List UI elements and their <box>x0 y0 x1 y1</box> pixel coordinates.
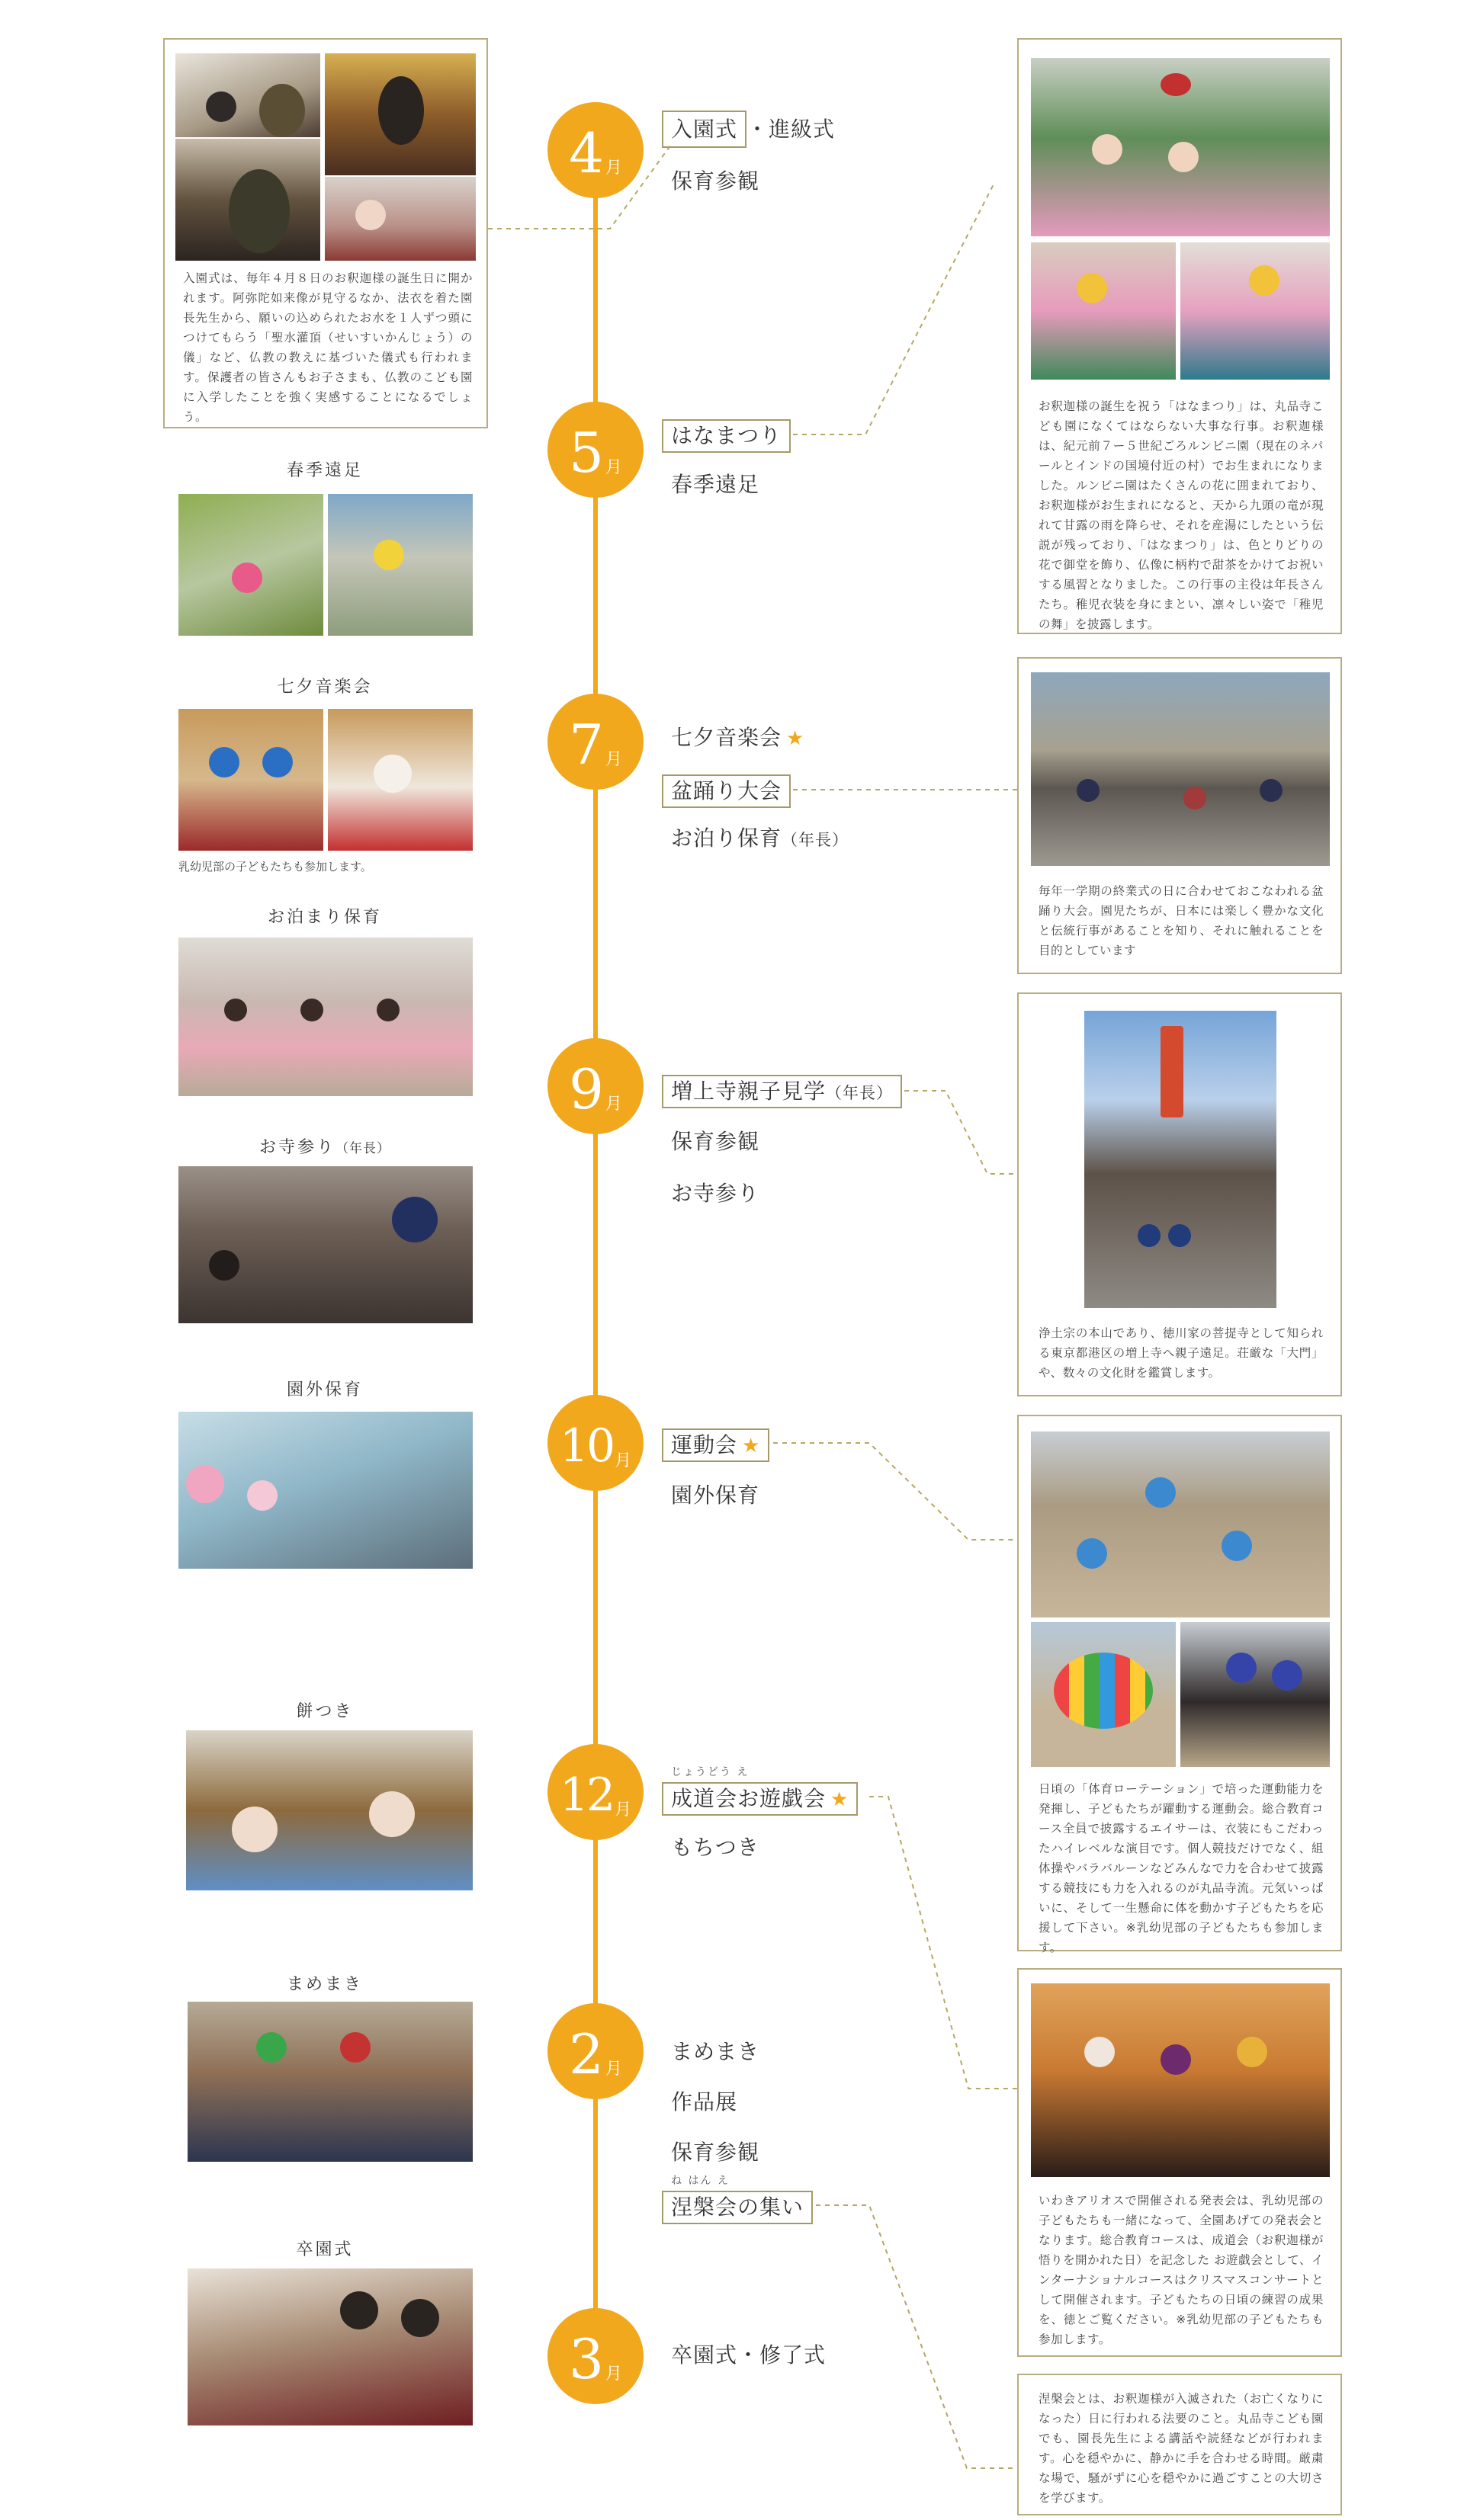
furigana-nehane: ね はん え <box>671 2175 730 2187</box>
event-exhibition: 作品展 <box>671 2089 738 2114</box>
photo-entrance-1 <box>175 53 320 137</box>
event-bon-odori: 盆踊り大会 <box>662 774 791 808</box>
event-promotion-label: ・進級式 <box>746 117 836 142</box>
month-september: 9 月 <box>547 1038 644 1134</box>
card-zojoji-text: 浄土宗の本山であり、徳川家の菩提寺として知られる東京都港区の増上寺へ親子遠足。荘厳な「大門」や、数々の文化財を鑑賞します。 <box>1039 1326 1324 1380</box>
event-tanabata: 七夕音楽会 ★ <box>671 725 805 750</box>
card-hanamatsuri <box>1017 38 1342 634</box>
star-icon: ★ <box>830 1788 849 1811</box>
photo-spring-trip-1 <box>178 494 323 636</box>
caption-outing: 園外保育 <box>286 1380 363 1399</box>
event-entrance-ceremony <box>671 119 835 140</box>
card-bon-odori-text: 毎年一学期の終業式の日に合わせておこなわれる盆踊り大会。園児たちが、日本には楽しく豊かな文化と伝統行事があることを知り、それに触れることを目的としています <box>1039 884 1324 957</box>
month-july: 7 月 <box>547 694 644 790</box>
photo-tanabata-1 <box>178 709 323 851</box>
photo-hanamatsuri-2 <box>1031 242 1176 380</box>
card-entrance-ceremony <box>163 38 488 428</box>
event-mamemaki: まめまき <box>671 2039 760 2064</box>
event-recital: じょうどう え 成道会お遊戯会 ★ <box>662 1782 858 1816</box>
event-zojoji-visit: 増上寺親子見学（年長） <box>662 1075 902 1108</box>
caption-graduation: 卒園式 <box>296 2240 354 2259</box>
caption-temple-visit: お寺参り（年長） <box>258 1138 390 1157</box>
card-bon-odori <box>1017 657 1342 974</box>
card-sports-day <box>1017 1415 1342 1954</box>
event-entrance-label: 入園式 <box>662 111 746 148</box>
note-tanabata: 乳幼児部の子どもたちも参加します。 <box>178 860 372 874</box>
event-april-observation: 保育参観 <box>671 168 760 194</box>
card-entrance-text: 入園式は、毎年４月８日のお釈迦様の誕生日に開かれます。阿弥陀如来像が見守るなか、法衣を着た園長先生から、願いの込められたお水を１人ずつ頭につけてもらう「聖水灌頂（せいすいかんじょう）の儀」など、仏教の教えに基づいた儀式も行われます。保護者の皆さんもお子さまも、仏教のこども園に入学したことを強く実感することになるでしょう。 <box>183 271 473 424</box>
caption-mamemaki: まめまき <box>286 1975 363 1994</box>
card-zojoji <box>1017 992 1342 1396</box>
photo-temple-visit <box>178 1166 473 1323</box>
photo-sleepover <box>178 938 473 1096</box>
event-spring-trip: 春季遠足 <box>671 472 760 497</box>
event-sports-day: 運動会 ★ <box>662 1428 769 1462</box>
card-recital <box>1017 1968 1342 2357</box>
caption-tanabata: 七夕音楽会 <box>277 678 373 697</box>
event-hanamatsuri: はなまつり <box>662 419 791 453</box>
star-icon: ★ <box>742 1435 761 1457</box>
caption-spring-trip: 春季遠足 <box>286 461 363 480</box>
month-february: 2 月 <box>547 2003 644 2099</box>
card-recital-text: いわきアリオスで開催される発表会は、乳幼児部の子どもたちも一緒になって、全園あげての発表会となります。総合教育コースは、成道会（お釈迦様が悟りを開かれた日）を記念した お遊戯会として、インターナショナルコースはクリスマスコンサートとして開催されます。子どもたちの日頃の練習の成果を、徳とご覧ください。※乳幼児部の子どもたちも参加します。 <box>1039 2194 1324 2346</box>
photo-entrance-3 <box>325 53 476 175</box>
photo-entrance-4 <box>325 177 476 261</box>
event-sep-observation: 保育参観 <box>671 1129 760 1154</box>
month-may: 5 月 <box>547 402 644 498</box>
photo-outing <box>178 1412 473 1569</box>
photo-bon-odori <box>1031 672 1330 866</box>
month-april: 4 月 <box>547 102 644 198</box>
event-graduation: 卒園式・修了式 <box>671 2342 827 2368</box>
month-december: 12 月 <box>547 1744 644 1840</box>
month-october: 10 月 <box>547 1395 644 1491</box>
card-hanamatsuri-text: お釈迦様の誕生を祝う「はなまつり」は、丸品寺こども園になくてはならない大事な行事。お釈迦様は、紀元前７ー５世紀ごろルンビニ園（現在のネパールとインドの国境付近の村）でお生まれになりました。ルンビニ園はたくさんの花に囲まれており、お釈迦様がお生まれになると、天から九頭の竜が現れて甘露の雨を降らせ、それを産湯にしたという伝説が残っており、「はなまつり」は、色とりどりの花で御堂を飾り、仏像に柄杓で甜茶をかけてお祝いする風習となりました。この行事の主役は年長さんたち。稚児衣装を身にまとい、凛々しい姿で「稚児の舞」を披露します。 <box>1039 399 1324 631</box>
photo-hanamatsuri-1 <box>1031 58 1330 236</box>
photo-zojoji <box>1084 1011 1276 1308</box>
card-sports-text: 日頃の「体育ローテーション」で培った運動能力を発揮し、子どもたちが躍動する運動会。総合教育コース全員で披露するエイサーは、衣装にもこだわったハイレベルな演目です。個人競技だけでなく、組体操やバラバルーンなどみんなで力を合わせて披露する競技にも力を入れるのが丸品寺流。元気いっぱいに、そして一生懸命に体を動かす子どもたちを応援して下さい。※乳幼児部の子どもたちも参加します。 <box>1039 1782 1324 1954</box>
card-nehan-text: 涅槃会とは、お釈迦様が入滅された（お亡くなりになった）日に行われる法要のこと。丸品寺こども園でも、園長先生による講話や読経などが行われます。心を穏やかに、静かに手を合わせる時間。厳粛な場で、騒がずに心を穏やかに過ごすことの大切さを学びます。 <box>1039 2392 1324 2505</box>
photo-recital <box>1031 1983 1330 2177</box>
photo-mochi <box>186 1730 473 1890</box>
photo-graduation <box>188 2268 473 2425</box>
event-nehan: ね はん え 涅槃会の集い <box>662 2191 813 2224</box>
event-outing: 園外保育 <box>671 1483 760 1508</box>
event-temple-visit: お寺参り <box>671 1181 760 1206</box>
caption-sleepover: お泊まり保育 <box>267 908 382 927</box>
photo-entrance-2 <box>175 139 320 261</box>
furigana-jodoe: じょうどう え <box>671 1766 750 1778</box>
photo-sports-1 <box>1031 1432 1330 1617</box>
star-icon: ★ <box>786 727 805 750</box>
month-march: 3 月 <box>547 2308 644 2404</box>
photo-sports-3 <box>1180 1622 1330 1767</box>
photo-spring-trip-2 <box>328 494 473 636</box>
card-nehan <box>1017 2374 1342 2515</box>
event-mochitsuki: もちつき <box>671 1835 759 1860</box>
photo-sports-2 <box>1031 1622 1176 1767</box>
photo-tanabata-2 <box>328 709 473 851</box>
caption-mochi: 餅つき <box>296 1702 354 1721</box>
photo-hanamatsuri-3 <box>1180 242 1330 380</box>
photo-mamemaki <box>188 2002 473 2162</box>
event-sleepover: お泊り保育（年長） <box>671 826 849 851</box>
event-feb-observation: 保育参観 <box>671 2140 760 2165</box>
